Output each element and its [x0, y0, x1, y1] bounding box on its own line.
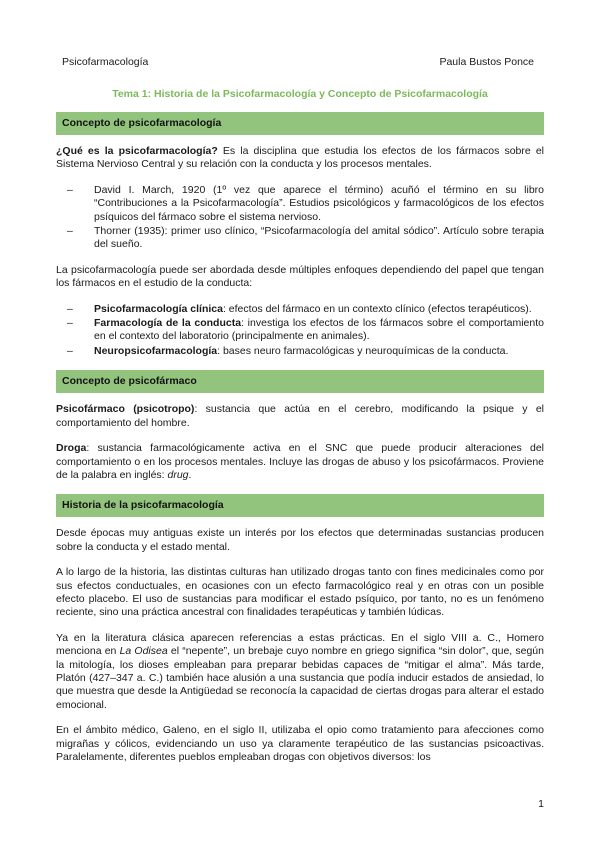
approach-desc: : bases neuro farmacológicas y neuroquímicas de la conducta. — [217, 344, 509, 357]
term-desc: : sustancia que actúa en el cerebro, modificando la psique y el comportamiento del hombre. — [56, 403, 544, 429]
paragraph: En el ámbito médico, Galeno, en el siglo II, utilizaba el opio como tratamiento para afecciones como migrañas y cólicos, evidenciando un uso ya claramente terapéutico de las sustancias psicoactivas. Paralelamente, diferentes pueblos empleaban drogas con objetivos diversos: los — [56, 724, 544, 763]
paragraph — [56, 632, 544, 712]
approach-desc: : efectos del fármaco en un contexto clínico (efectos terapéuticos). — [222, 302, 532, 315]
approach-term: Psicofarmacología clínica — [94, 302, 223, 315]
term: Droga — [56, 442, 87, 455]
definition-paragraph — [56, 145, 544, 172]
droga-definition — [56, 442, 544, 482]
book-title: La Odisea — [119, 645, 168, 658]
approaches-intro: La psicofarmacología puede ser abordada desde múltiples enfoques dependiendo del papel que tengan los fármacos en el estudio de la conducta: — [56, 263, 544, 290]
list-item: – Thorner (1935): primer uso clínico, “Psicofarmacología del amital sódico”. Artículo sobre terapia del sueño. — [94, 225, 544, 252]
definition-question: ¿Qué es la psicofarmacología? — [56, 145, 218, 157]
psicofarmaco-definition — [56, 403, 544, 430]
definition-text: Es la disciplina que estudia los efectos de los fármacos sobre el Sistema Nervioso Central y su relación con la conducta y los procesos mentales. — [56, 145, 544, 171]
italic-word: drug — [167, 468, 189, 481]
list-item — [94, 317, 544, 344]
term-end: . — [188, 468, 192, 481]
approach-desc: : investiga los efectos de los fármacos sobre el comportamiento en el contexto del laboratorio (principalmente en animales). — [94, 317, 544, 343]
term: Psicofármaco (psicotropo) — [56, 403, 195, 416]
paragraph: A lo largo de la historia, las distintas culturas han utilizado drogas tanto con fines medicinales como por sus efectos conductuales, en ocasiones con un efecto farmacológico real y en otras con un posible efecto placebo. El uso de sustancias para modificar el estado psíquico, por tanto, no es un fenómeno reciente, sino una práctica ancestral con finalidades terapéuticas y también lúdicas. — [56, 566, 544, 619]
list-item — [94, 303, 544, 316]
section-heading-psicofarmaco: Concepto de psicofármaco — [56, 370, 544, 393]
page-number: 1 — [538, 798, 544, 810]
section-heading-psicofarmacologia: Concepto de psicofarmacología — [56, 112, 544, 135]
text: Ya en la literatura clásica aparecen referencias a estas prácticas. En el siglo VIII a. C., Homero menciona en — [56, 631, 544, 658]
history-bullets — [56, 184, 544, 252]
approaches-list — [56, 303, 544, 359]
approach-term: Farmacología de la conducta — [94, 317, 242, 330]
text: el “nepente”, un brebaje cuyo nombre en griego significa “sin dolor”, que, según la mitología, los dioses empleaban para preparar bebidas capaces de “mitigar el alma”. Más tarde, Platón (427–347 a. C.) también hace alusión a una sustancia que podía inducir estados de ansiedad, lo que muestra que desde la Antigüedad se reconocía la capacidad de ciertas drogas para alterar el estado emocional. — [56, 645, 544, 711]
document-body — [56, 112, 544, 776]
document-title: Tema 1: Historia de la Psicofarmacología y Concepto de Psicofarmacología — [112, 88, 488, 100]
approach-term: Neuropsicofarmacología — [94, 344, 218, 357]
list-item: – David I. March, 1920 (1º vez que aparece el término) acuñó el término en su libro “Contribuciones a la Psicofarmacología”. Estudios psicológicos y farmacológicos de los efectos psíquicos del fármaco sobre el sistema nervioso. — [94, 184, 544, 224]
list-item — [94, 345, 544, 358]
header-course: Psicofarmacología — [62, 56, 149, 68]
term-desc: : sustancia farmacológicamente activa en el SNC que puede producir alteraciones del comportamiento o en los procesos mentales. Incluye las drogas de abuso y los psicofármacos. Proviene de la palabra en inglés: — [56, 442, 544, 481]
header-author: Paula Bustos Ponce — [439, 56, 534, 68]
paragraph: Desde épocas muy antiguas existe un interés por los efectos que determinadas sustancias producen sobre la conducta y el estado mental. — [56, 527, 544, 553]
section-heading-historia: Historia de la psicofarmacología — [56, 494, 544, 517]
